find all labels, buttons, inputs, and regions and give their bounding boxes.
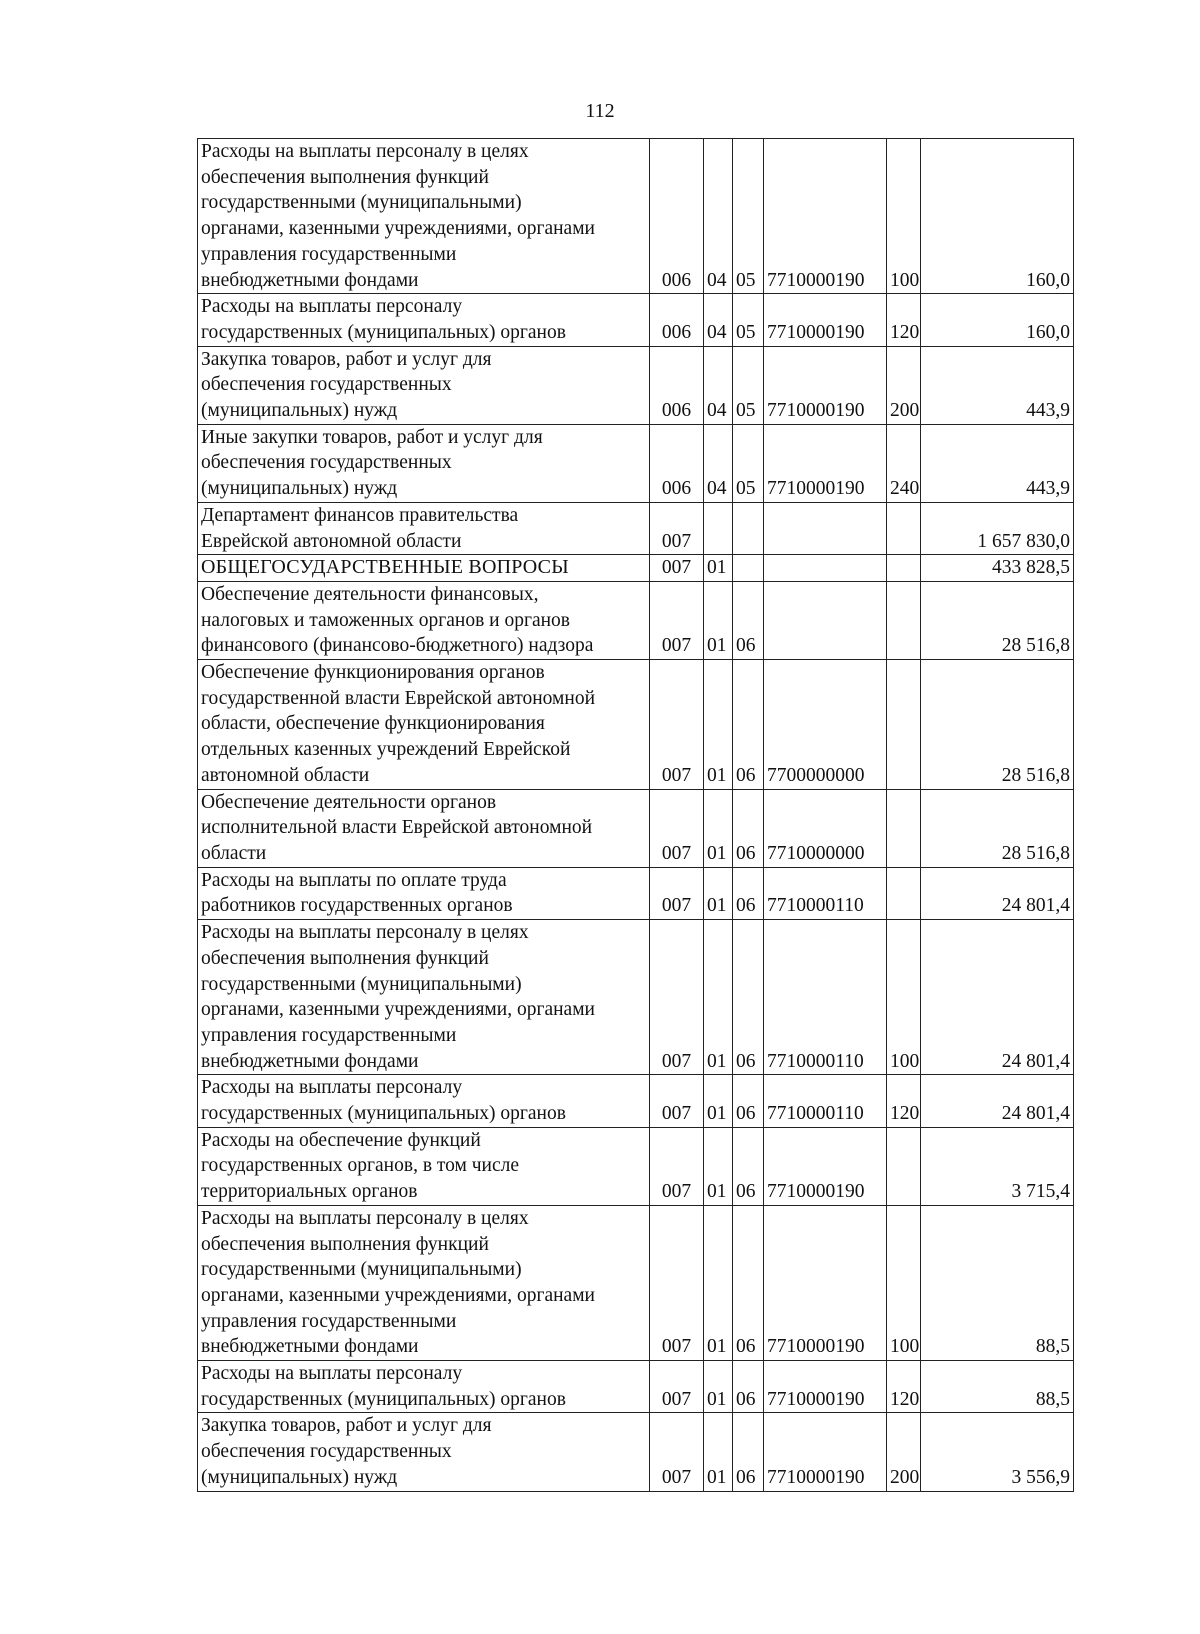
- expense-name-cell: Расходы на выплаты персоналу в целях обеспечения выполнения функций государственными (муниципальными) органами, казенными учреждениями, органами управления государственными внебюджетными фондами: [198, 920, 650, 1075]
- ministry-code-cell: 007: [650, 555, 704, 582]
- section-code-cell: 04: [704, 346, 733, 424]
- expense-name-cell: Обеспечение функционирования органов государственной власти Еврейской автономной области, обеспечение функционирования отдельных казенных учреждений Еврейской автономной области: [198, 660, 650, 790]
- target-article-code-cell: 7710000190: [764, 1127, 887, 1205]
- table-row: [198, 1127, 1074, 1205]
- subsection-code-cell: 06: [733, 789, 764, 867]
- section-code-cell: 01: [704, 1127, 733, 1205]
- ministry-code-cell: 006: [650, 139, 704, 294]
- subsection-code-cell: 06: [733, 660, 764, 790]
- expense-name-cell: Закупка товаров, работ и услуг для обеспечения государственных (муниципальных) нужд: [198, 1413, 650, 1491]
- amount-cell: 28 516,8: [921, 581, 1074, 659]
- ministry-code-cell: 007: [650, 1075, 704, 1127]
- table-row: [198, 1361, 1074, 1413]
- table-row: [198, 294, 1074, 346]
- amount-cell: 24 801,4: [921, 867, 1074, 919]
- expense-type-code-cell: 100: [887, 139, 921, 294]
- amount-cell: 443,9: [921, 346, 1074, 424]
- target-article-code-cell: 7710000190: [764, 346, 887, 424]
- expense-name-cell: Расходы на обеспечение функций государственных органов, в том числе территориальных органов: [198, 1127, 650, 1205]
- target-article-code-cell: 7710000190: [764, 1205, 887, 1360]
- ministry-code-cell: 006: [650, 294, 704, 346]
- target-article-code-cell: [764, 555, 887, 582]
- subsection-code-cell: [733, 502, 764, 554]
- amount-cell: 24 801,4: [921, 920, 1074, 1075]
- section-code-cell: 01: [704, 555, 733, 582]
- page-number: 112: [585, 100, 615, 122]
- ministry-code-cell: 007: [650, 867, 704, 919]
- table-row: [198, 789, 1074, 867]
- table-row: [198, 660, 1074, 790]
- expense-type-code-cell: 120: [887, 294, 921, 346]
- target-article-code-cell: 7710000110: [764, 1075, 887, 1127]
- ministry-code-cell: 007: [650, 1205, 704, 1360]
- subsection-code-cell: 06: [733, 920, 764, 1075]
- expense-name-cell: Расходы на выплаты персоналу государственных (муниципальных) органов: [198, 1361, 650, 1413]
- expense-type-code-cell: 200: [887, 1413, 921, 1491]
- budget-table: [197, 138, 1074, 1492]
- ministry-code-cell: 007: [650, 502, 704, 554]
- section-code-cell: 01: [704, 1075, 733, 1127]
- subsection-code-cell: [733, 555, 764, 582]
- expense-name-cell: Обеспечение деятельности финансовых, налоговых и таможенных органов и органов финансового (финансово-бюджетного) надзора: [198, 581, 650, 659]
- expense-name-cell: Департамент финансов правительства Еврейской автономной области: [198, 502, 650, 554]
- target-article-code-cell: [764, 581, 887, 659]
- expense-name-cell: ОБЩЕГОСУДАРСТВЕННЫЕ ВОПРОСЫ: [198, 555, 650, 582]
- amount-cell: 160,0: [921, 139, 1074, 294]
- expense-type-code-cell: [887, 660, 921, 790]
- section-code-cell: 01: [704, 660, 733, 790]
- ministry-code-cell: 007: [650, 1413, 704, 1491]
- section-code-cell: [704, 502, 733, 554]
- amount-cell: 28 516,8: [921, 789, 1074, 867]
- subsection-code-cell: 06: [733, 867, 764, 919]
- subsection-code-cell: 06: [733, 1413, 764, 1491]
- target-article-code-cell: 7710000190: [764, 294, 887, 346]
- table-row: [198, 1205, 1074, 1360]
- subsection-code-cell: 05: [733, 346, 764, 424]
- expense-type-code-cell: 240: [887, 424, 921, 502]
- target-article-code-cell: 7700000000: [764, 660, 887, 790]
- subsection-code-cell: 06: [733, 1361, 764, 1413]
- expense-type-code-cell: [887, 555, 921, 582]
- section-code-cell: 01: [704, 581, 733, 659]
- amount-cell: 3 556,9: [921, 1413, 1074, 1491]
- subsection-code-cell: 05: [733, 139, 764, 294]
- table-row: [198, 1413, 1074, 1491]
- expense-type-code-cell: 120: [887, 1361, 921, 1413]
- target-article-code-cell: [764, 502, 887, 554]
- ministry-code-cell: 007: [650, 660, 704, 790]
- subsection-code-cell: 06: [733, 581, 764, 659]
- ministry-code-cell: 007: [650, 789, 704, 867]
- ministry-code-cell: 007: [650, 920, 704, 1075]
- table-row: [198, 502, 1074, 554]
- subsection-code-cell: 06: [733, 1205, 764, 1360]
- expense-name-cell: Расходы на выплаты персоналу государственных (муниципальных) органов: [198, 294, 650, 346]
- amount-cell: 88,5: [921, 1205, 1074, 1360]
- subsection-code-cell: 05: [733, 424, 764, 502]
- expense-type-code-cell: [887, 789, 921, 867]
- ministry-code-cell: 007: [650, 581, 704, 659]
- budget-table-body: [198, 139, 1074, 1492]
- target-article-code-cell: 7710000190: [764, 1361, 887, 1413]
- target-article-code-cell: 7710000000: [764, 789, 887, 867]
- table-row: [198, 1075, 1074, 1127]
- section-code-cell: 04: [704, 139, 733, 294]
- target-article-code-cell: 7710000190: [764, 1413, 887, 1491]
- section-code-cell: 01: [704, 1361, 733, 1413]
- expense-name-cell: Закупка товаров, работ и услуг для обеспечения государственных (муниципальных) нужд: [198, 346, 650, 424]
- ministry-code-cell: 007: [650, 1127, 704, 1205]
- ministry-code-cell: 006: [650, 346, 704, 424]
- amount-cell: 24 801,4: [921, 1075, 1074, 1127]
- expense-type-code-cell: 120: [887, 1075, 921, 1127]
- section-code-cell: 01: [704, 867, 733, 919]
- table-row: [198, 920, 1074, 1075]
- expense-type-code-cell: 100: [887, 1205, 921, 1360]
- amount-cell: 433 828,5: [921, 555, 1074, 582]
- table-row: [198, 424, 1074, 502]
- ministry-code-cell: 007: [650, 1361, 704, 1413]
- target-article-code-cell: 7710000190: [764, 424, 887, 502]
- expense-name-cell: Иные закупки товаров, работ и услуг для обеспечения государственных (муниципальных) нужд: [198, 424, 650, 502]
- expense-name-cell: Расходы на выплаты персоналу в целях обеспечения выполнения функций государственными (муниципальными) органами, казенными учреждениями, органами управления государственными внебюджетными фондами: [198, 1205, 650, 1360]
- expense-type-code-cell: [887, 1127, 921, 1205]
- subsection-code-cell: 06: [733, 1127, 764, 1205]
- subsection-code-cell: 05: [733, 294, 764, 346]
- amount-cell: 443,9: [921, 424, 1074, 502]
- section-code-cell: 01: [704, 920, 733, 1075]
- amount-cell: 28 516,8: [921, 660, 1074, 790]
- table-row: [198, 555, 1074, 582]
- expense-name-cell: Обеспечение деятельности органов исполнительной власти Еврейской автономной области: [198, 789, 650, 867]
- subsection-code-cell: 06: [733, 1075, 764, 1127]
- expense-name-cell: Расходы на выплаты персоналу в целях обеспечения выполнения функций государственными (муниципальными) органами, казенными учреждениями, органами управления государственными внебюджетными фондами: [198, 139, 650, 294]
- expense-name-cell: Расходы на выплаты по оплате труда работников государственных органов: [198, 867, 650, 919]
- amount-cell: 88,5: [921, 1361, 1074, 1413]
- table-row: [198, 139, 1074, 294]
- amount-cell: 1 657 830,0: [921, 502, 1074, 554]
- section-code-cell: 01: [704, 789, 733, 867]
- target-article-code-cell: 7710000110: [764, 867, 887, 919]
- table-row: [198, 346, 1074, 424]
- table-row: [198, 867, 1074, 919]
- target-article-code-cell: 7710000110: [764, 920, 887, 1075]
- expense-type-code-cell: [887, 502, 921, 554]
- amount-cell: 160,0: [921, 294, 1074, 346]
- ministry-code-cell: 006: [650, 424, 704, 502]
- section-code-cell: 04: [704, 424, 733, 502]
- section-code-cell: 01: [704, 1205, 733, 1360]
- expense-type-code-cell: [887, 867, 921, 919]
- target-article-code-cell: 7710000190: [764, 139, 887, 294]
- section-code-cell: 04: [704, 294, 733, 346]
- table-row: [198, 581, 1074, 659]
- expense-name-cell: Расходы на выплаты персоналу государственных (муниципальных) органов: [198, 1075, 650, 1127]
- section-code-cell: 01: [704, 1413, 733, 1491]
- amount-cell: 3 715,4: [921, 1127, 1074, 1205]
- expense-type-code-cell: 200: [887, 346, 921, 424]
- expense-type-code-cell: [887, 581, 921, 659]
- expense-type-code-cell: 100: [887, 920, 921, 1075]
